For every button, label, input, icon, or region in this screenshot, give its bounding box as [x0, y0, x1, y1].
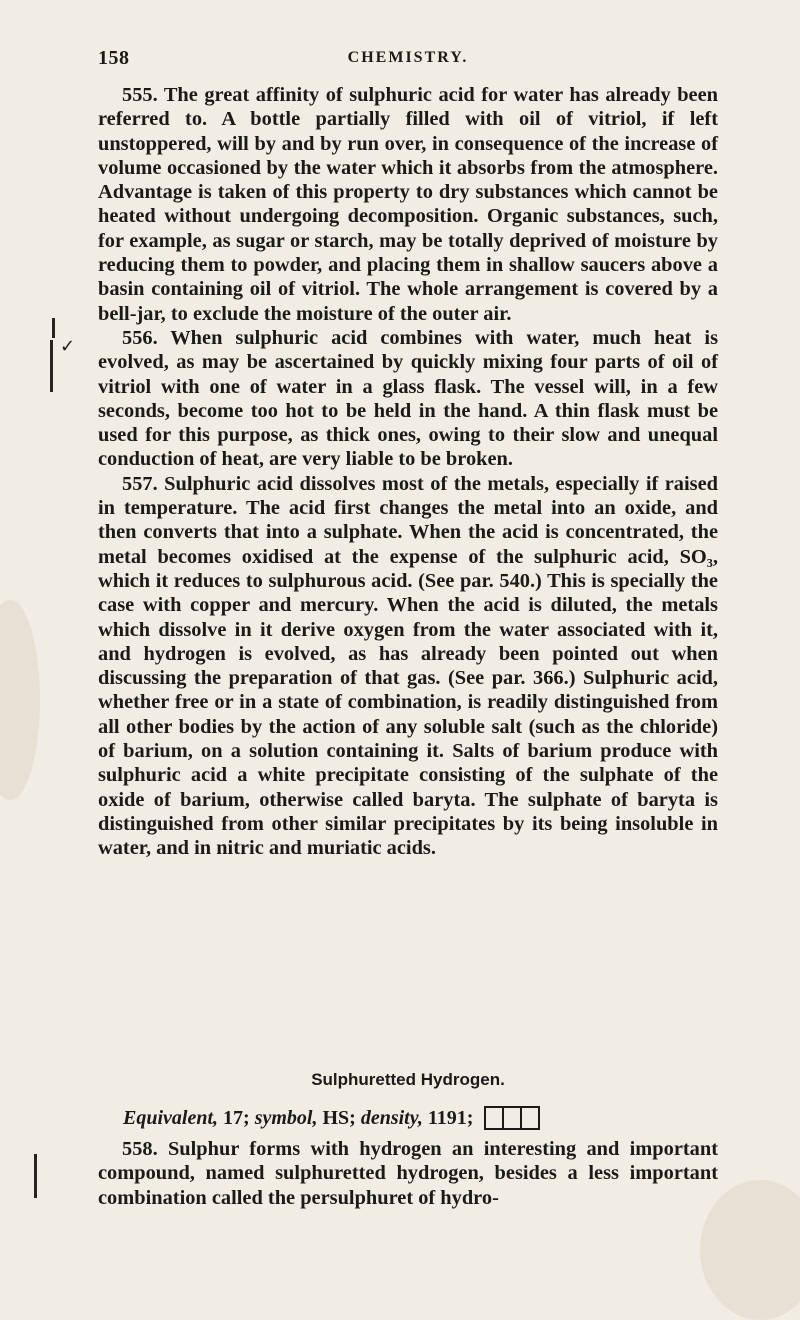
- section-body: [98, 1137, 718, 1210]
- volume-diagram-icon: [484, 1106, 540, 1130]
- body-text: [98, 83, 718, 861]
- margin-pencil-mark: [52, 318, 55, 338]
- equivalent-label: Equivalent,: [123, 1107, 219, 1129]
- section-heading: Sulphuretted Hydrogen.: [311, 1070, 505, 1089]
- paragraph-555: 555. The great affinity of sulphuric acid for water has already been referred to. A bottle partially filled with oil of vitriol, if left unstoppered, will by and by run over, in consequence of the increase of volume occasioned by the water which it absorbs from the atmosphere. Advantage is taken of this property to dry substances which cannot be heated without undergoing decomposition. Organic substances, such, for example, as sugar or starch, may be totally deprived of moisture by reducing them to powder, and placing them in shallow saucers above a basin containing oil of vitriol. The whole arrangement is covered by a bell-jar, to exclude the moisture of the outer air.: [98, 84, 718, 325]
- header-title: CHEMISTRY.: [347, 49, 469, 66]
- paragraph-557: 557. Sulphuric acid dissolves most of the metals, especially if raised in temperature. The acid first changes the metal into an oxide, and then converts that into a sulphate. When the acid is concentrated, the metal becomes oxidised at the expense of the sulphuric acid, SO₃, which it reduces to sulphurous acid. (See par. 540.) This is specially the case with copper and mercury. When the acid is diluted, the metals which dissolve in it derive oxygen from the water associated with it, and hydrogen is evolved, as has already been pointed out when discussing the preparation of that gas. (See par. 366.) Sulphuric acid, whether free or in a state of combination, is readily distinguished from all other bodies by the action of any soluble salt (such as the chloride) of barium, on a solution containing it. Salts of barium produce with sulphuric acid a white precipitate consisting of the sulphate of the oxide of barium, otherwise called baryta. The sulphate of baryta is distinguished from other similar precipitates by its being insoluble in water, and in nitric and muriatic acids.: [98, 472, 718, 860]
- margin-pencil-mark: [50, 340, 53, 392]
- density-label: density,: [360, 1107, 423, 1129]
- density-value: 1191: [427, 1107, 467, 1129]
- equivalent-value: 17: [223, 1107, 244, 1129]
- symbol-value: HS: [322, 1107, 350, 1129]
- symbol-label: symbol,: [254, 1107, 318, 1129]
- paragraph-556: 556. When sulphuric acid combines with water, much heat is evolved, as may be ascertained by quickly mixing four parts of oil of vitriol with one of water in a glass flask. The vessel will, in a few seconds, become too hot to be held in the hand. A thin flask must be used for this purpose, as thick ones, owing to their slow and unequal conduction of heat, are very liable to be broken.: [98, 326, 718, 471]
- margin-pencil-mark: [34, 1154, 37, 1198]
- paragraph-558: 558. Sulphur forms with hydrogen an interesting and important compound, named sulphuretted hydrogen, besides a less important combination called the persulphuret of hydro-: [98, 1138, 718, 1209]
- running-head: [98, 47, 718, 73]
- paper-stain: [0, 600, 40, 800]
- page-number: 158: [98, 47, 130, 69]
- check-mark-icon: ✓: [60, 336, 76, 357]
- properties-line: Equivalent, 17; symbol, HS; density, 1191;: [123, 1106, 723, 1130]
